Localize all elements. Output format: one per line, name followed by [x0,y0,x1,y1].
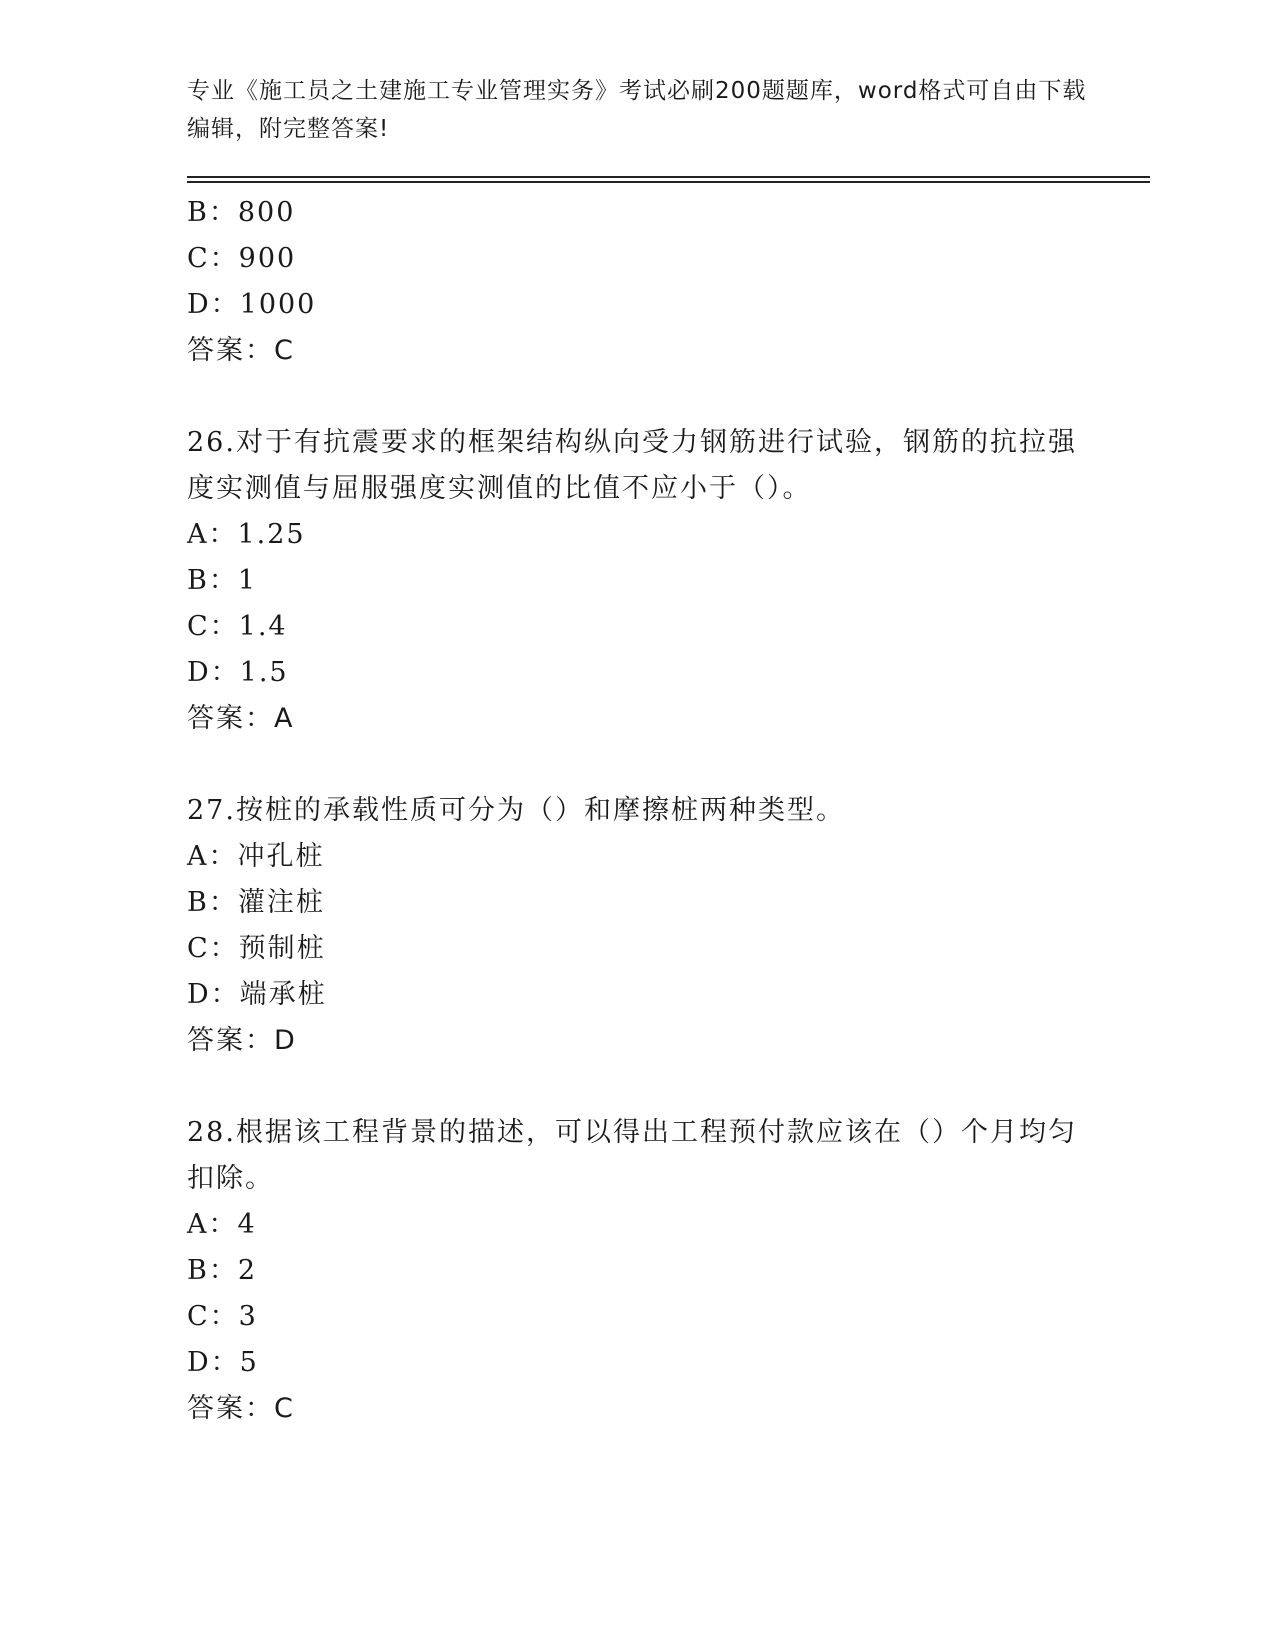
header-rule-top [187,176,1150,178]
answer: 答案：C [187,1393,295,1424]
question-stem: 28.根据该工程背景的描述，可以得出工程预付款应该在（）个月均匀扣除。 [187,1117,1077,1194]
option-c: C：900 [187,243,297,274]
option-a: A：冲孔桩 [187,841,325,872]
answer: 答案：A [187,703,295,734]
question-stem: 26.对于有抗震要求的框架结构纵向受力钢筋进行试验，钢筋的抗拉强度实测值与屈服强度实测值的比值不应小于（）。 [187,427,1077,504]
question-stem: 27.按桩的承载性质可分为（）和摩擦桩两种类型。 [187,795,845,826]
option-a: A：1.25 [187,519,306,550]
option-d: D：1000 [187,289,317,320]
option-a: A：4 [187,1209,257,1240]
question-27 [187,788,1087,1064]
answer: 答案：D [187,1025,297,1056]
document-header [187,72,1087,148]
option-b: B：800 [187,197,296,228]
option-d: D：5 [187,1347,259,1378]
option-c: C：预制桩 [187,933,326,964]
option-d: D：1.5 [187,657,289,688]
option-b: B：灌注桩 [187,887,325,918]
answer: 答案：C [187,335,295,366]
option-b: B：1 [187,565,258,596]
question-28 [187,1110,1087,1432]
question-list [187,190,1087,1432]
option-d: D：端承桩 [187,979,327,1010]
option-b: B：2 [187,1255,258,1286]
question-fragment [187,190,1087,374]
header-rule-bottom [187,181,1150,183]
question-26 [187,420,1087,742]
option-c: C：3 [187,1301,258,1332]
header-title: 专业《施工员之土建施工专业管理实务》考试必刷200题题库，word格式可自由下载编辑，附完整答案! [187,78,1087,142]
option-c: C：1.4 [187,611,288,642]
